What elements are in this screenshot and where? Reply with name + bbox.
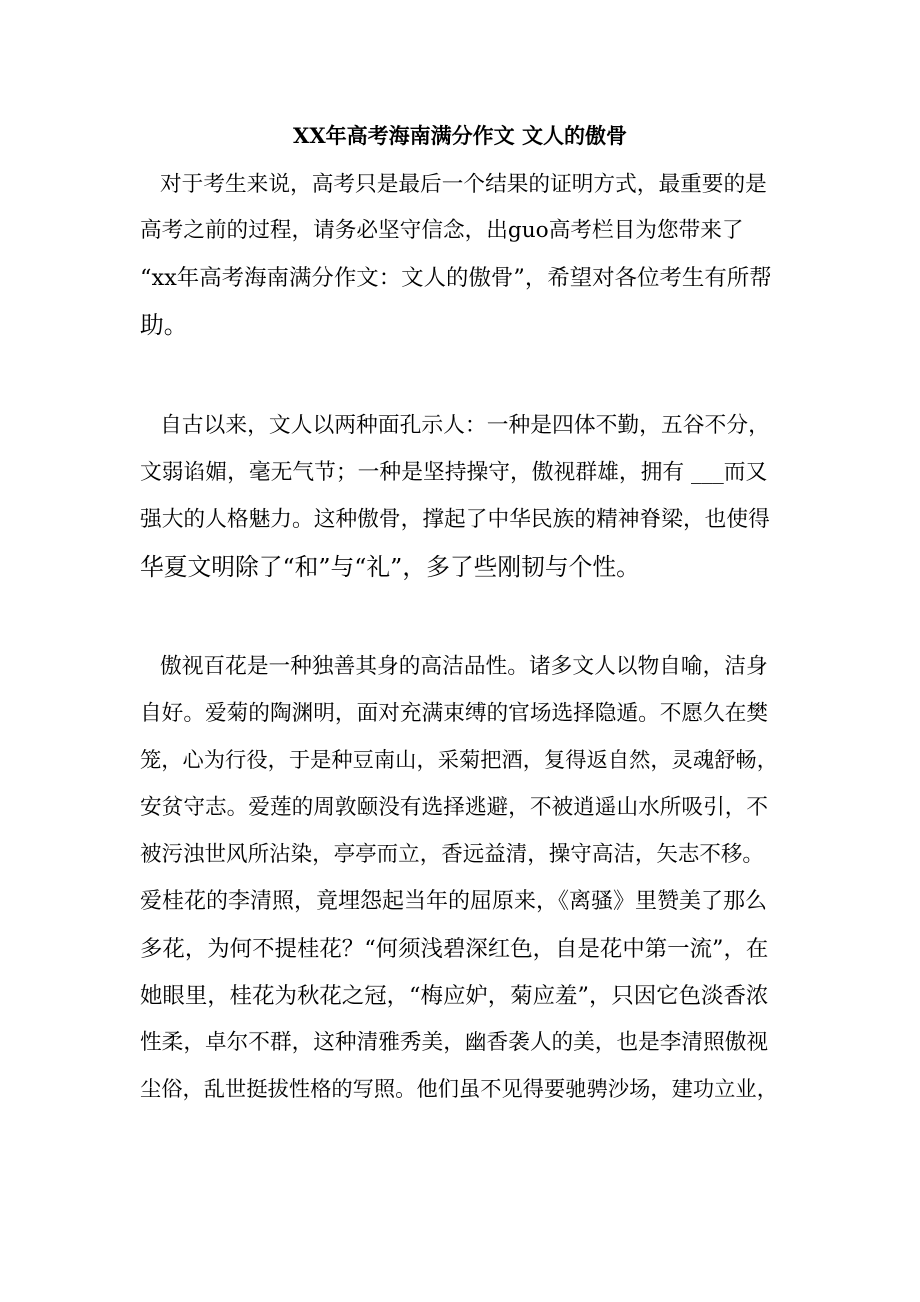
paragraph-3-line-10: 尘俗，乱世挺拔性格的写照。他们虽不见得要驰骋沙场，建功立业，: [140, 1077, 778, 1102]
paragraph-2-line-2: 文弱谄媚，毫无气节；一种是坚持操守，傲视群雄，拥有 ___而又: [140, 460, 768, 485]
paragraph-1-line-3: “xx年高考海南满分作文：文人的傲骨”，希望对各位考生有所帮: [140, 265, 772, 291]
paragraph-2-line-3: 强大的人格魅力。这种傲骨，撑起了中华民族的精神脊梁，也使得: [140, 507, 770, 532]
paragraph-2-line-1: 自古以来，文人以两种面孔示人：一种是四体不勤，五谷不分，: [160, 413, 770, 438]
paragraph-1-line-4: 助。: [140, 311, 188, 339]
paragraph-3-line-6: 爱桂花的李清照，竟埋怨起当年的屈原来，《离骚》里赞美了那么: [140, 889, 767, 914]
paragraph-3-line-4: 安贫守志。爱莲的周敦颐没有选择逃避，不被逍遥山水所吸引，不: [140, 795, 769, 820]
paragraph-2-line-4: 华夏文明除了“和”与“礼”，多了些刚韧与个性。: [140, 553, 640, 581]
paragraph-1-line-2: 高考之前的过程，请务必坚守信念，出guo高考栏目为您带来了: [140, 218, 744, 243]
paragraph-3-line-9: 性柔，卓尔不群，这种清雅秀美，幽香袭人的美，也是李清照傲视: [140, 1030, 769, 1055]
paragraph-3-line-3: 笼，心为行役，于是种豆南山，采菊把酒，复得返自然，灵魂舒畅，: [140, 748, 778, 773]
paragraph-3-line-8: 她眼里，桂花为秋花之冠，“梅应妒，菊应羞”，只因它色淡香浓: [140, 983, 769, 1009]
paragraph-3-line-5: 被污浊世风所沾染，亭亭而立，香远益清，操守高洁，矢志不移。: [140, 842, 764, 867]
paragraph-3-line-2: 自好。爱菊的陶渊明，面对充满束缚的官场选择隐遁。不愿久在樊: [140, 701, 769, 726]
paragraph-1-line-1: 对于考生来说，高考只是最后一个结果的证明方式，最重要的是: [160, 172, 767, 197]
page-title: XX年高考海南满分作文 文人的傲骨: [293, 123, 627, 148]
paragraph-3-line-7: 多花，为何不提桂花？“何须浅碧深红色，自是花中第一流”，在: [140, 936, 769, 962]
paragraph-3-line-1: 傲视百花是一种独善其身的高洁品性。诸多文人以物自喻，洁身: [160, 654, 768, 679]
